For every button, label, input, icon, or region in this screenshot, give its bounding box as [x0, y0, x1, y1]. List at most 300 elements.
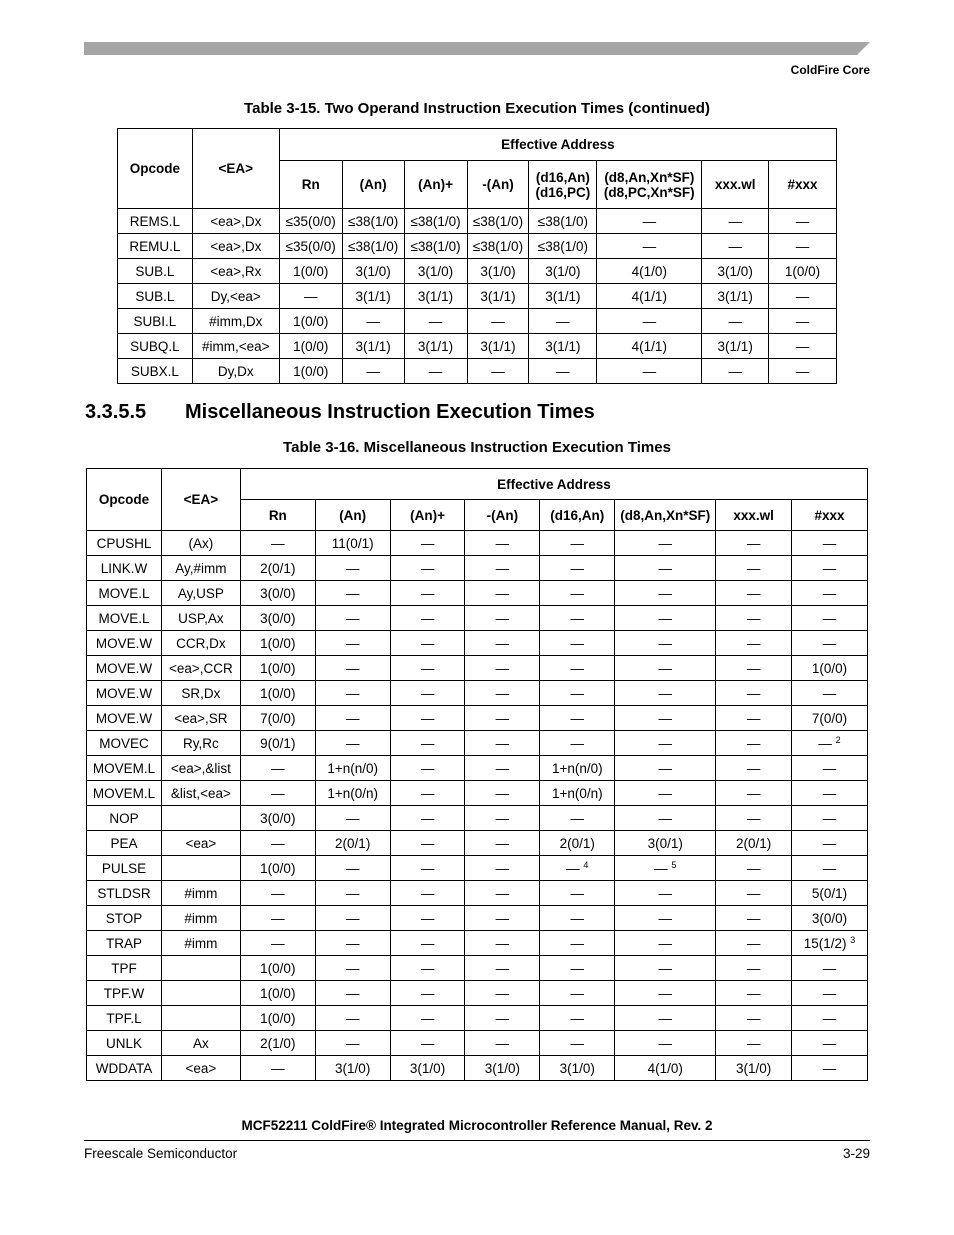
table-row [118, 209, 837, 234]
header-banner [84, 42, 870, 55]
table-row [118, 334, 837, 359]
ea-cell: SR,Dx [161, 681, 240, 706]
timing-cell: — [615, 731, 716, 756]
col-header: #xxx [769, 161, 837, 209]
table-row [118, 309, 837, 334]
timing-cell: — [540, 556, 615, 581]
table-row [87, 531, 868, 556]
timing-cell: 3(1/0) [716, 1056, 792, 1081]
ea-cell [161, 1006, 240, 1031]
col-header: (An) [342, 161, 404, 209]
timing-cell: 3(1/1) [404, 334, 467, 359]
table-row [87, 981, 868, 1006]
timing-cell: — [615, 556, 716, 581]
col-header-effective-address: Effective Address [240, 469, 867, 500]
footnote-marker: 4 [583, 859, 589, 870]
ea-cell: #imm,Dx [192, 309, 279, 334]
timing-cell: — [315, 931, 390, 956]
table-row [87, 906, 868, 931]
timing-cell: — [615, 581, 716, 606]
timing-cell: 2(1/0) [240, 1031, 315, 1056]
opcode-cell: CPUSHL [87, 531, 162, 556]
timing-cell: — [716, 756, 792, 781]
timing-cell: — [465, 756, 540, 781]
timing-cell: — [769, 359, 837, 384]
col-header: #xxx [792, 500, 868, 531]
timing-cell: — [792, 581, 868, 606]
timing-cell: — [315, 906, 390, 931]
timing-cell: ≤38(1/0) [404, 234, 467, 259]
timing-cell: — [540, 806, 615, 831]
ea-cell: <ea>,SR [161, 706, 240, 731]
timing-cell: — [390, 1006, 465, 1031]
timing-cell: — [315, 656, 390, 681]
table-row [87, 556, 868, 581]
timing-cell: 5(0/1) [792, 881, 868, 906]
table-row [118, 259, 837, 284]
timing-cell: 3(1/0) [390, 1056, 465, 1081]
col-header: -(An) [467, 161, 529, 209]
timing-cell: — [792, 756, 868, 781]
opcode-cell: WDDATA [87, 1056, 162, 1081]
opcode-cell: STLDSR [87, 881, 162, 906]
section-heading [85, 401, 595, 424]
timing-cell: — [465, 806, 540, 831]
timing-cell: — [716, 881, 792, 906]
timing-cell: 3(0/1) [615, 831, 716, 856]
col-header: (d16,An) (d16,PC) [529, 161, 597, 209]
timing-cell: 9(0/1) [240, 731, 315, 756]
timing-cell: — [465, 1031, 540, 1056]
table2-caption: Table 3-16. Miscellaneous Instruction Execution Times [283, 439, 671, 456]
timing-cell: — [240, 831, 315, 856]
col-header: Rn [279, 161, 342, 209]
timing-cell: — [404, 309, 467, 334]
timing-cell: — [315, 981, 390, 1006]
timing-cell: — [315, 606, 390, 631]
ea-cell: &list,<ea> [161, 781, 240, 806]
timing-cell: — [390, 656, 465, 681]
table1-caption: Table 3-15. Two Operand Instruction Execution Times (continued) [244, 100, 710, 117]
timing-cell: — [465, 556, 540, 581]
timing-cell: — [540, 581, 615, 606]
timing-cell: ≤38(1/0) [342, 209, 404, 234]
timing-cell: — [465, 831, 540, 856]
timing-cell: 3(1/0) [465, 1056, 540, 1081]
opcode-cell: REMU.L [118, 234, 193, 259]
opcode-cell: SUBX.L [118, 359, 193, 384]
opcode-cell: TRAP [87, 931, 162, 956]
timing-cell: — [342, 309, 404, 334]
ea-cell [161, 981, 240, 1006]
opcode-cell: MOVE.L [87, 581, 162, 606]
timing-cell: — [792, 856, 868, 881]
opcode-cell: MOVEC [87, 731, 162, 756]
ea-cell: <ea>,&list [161, 756, 240, 781]
timing-cell: 3(1/1) [529, 284, 597, 309]
timing-cell: — [615, 756, 716, 781]
timing-cell: 1+n(n/0) [315, 756, 390, 781]
timing-cell: — [465, 856, 540, 881]
footer-company: Freescale Semiconductor [84, 1146, 238, 1161]
timing-cell: — [465, 1006, 540, 1031]
table-row [87, 756, 868, 781]
timing-cell: 1(0/0) [240, 681, 315, 706]
timing-cell: 1(0/0) [240, 956, 315, 981]
opcode-cell: TPF [87, 956, 162, 981]
opcode-cell: TPF.W [87, 981, 162, 1006]
ea-cell: Dy,<ea> [192, 284, 279, 309]
timing-cell: 1(0/0) [279, 334, 342, 359]
timing-cell: ≤35(0/0) [279, 209, 342, 234]
timing-cell: — [792, 831, 868, 856]
table-row [118, 234, 837, 259]
timing-cell: — [716, 706, 792, 731]
timing-cell: 3(0/0) [240, 806, 315, 831]
timing-cell: ≤38(1/0) [467, 209, 529, 234]
timing-cell: 1(0/0) [240, 656, 315, 681]
col-header: (An) [315, 500, 390, 531]
timing-cell: — [240, 531, 315, 556]
timing-cell: 3(0/0) [792, 906, 868, 931]
timing-cell: 3(1/0) [342, 259, 404, 284]
ea-cell [161, 806, 240, 831]
col-header-effective-address: Effective Address [279, 129, 836, 161]
timing-cell: — [792, 781, 868, 806]
timing-cell: 3(1/0) [540, 1056, 615, 1081]
table-row [87, 881, 868, 906]
timing-cell: — [467, 359, 529, 384]
timing-cell: — [615, 931, 716, 956]
ea-cell: USP,Ax [161, 606, 240, 631]
timing-cell: — [390, 756, 465, 781]
timing-cell: — [792, 1056, 868, 1081]
timing-cell: ≤38(1/0) [529, 209, 597, 234]
timing-cell: — [540, 931, 615, 956]
timing-cell: — [792, 556, 868, 581]
timing-cell: 3(1/1) [529, 334, 597, 359]
timing-cell: — [716, 581, 792, 606]
opcode-cell: NOP [87, 806, 162, 831]
timing-cell: — [540, 956, 615, 981]
timing-cell: ≤38(1/0) [467, 234, 529, 259]
running-header: ColdFire Core [790, 63, 870, 77]
timing-cell: — [540, 531, 615, 556]
table-row [87, 931, 868, 956]
col-header: (d16,An) [540, 500, 615, 531]
timing-cell: — [716, 781, 792, 806]
timing-cell: — [615, 906, 716, 931]
timing-cell: 11(0/1) [315, 531, 390, 556]
timing-cell: — [315, 631, 390, 656]
timing-cell: — [615, 706, 716, 731]
opcode-cell: LINK.W [87, 556, 162, 581]
timing-cell: 7(0/0) [240, 706, 315, 731]
timing-cell: — [390, 1031, 465, 1056]
timing-cell: — [240, 781, 315, 806]
timing-cell: — [716, 531, 792, 556]
timing-cell: 7(0/0) [792, 706, 868, 731]
timing-cell: — [315, 1031, 390, 1056]
ea-cell: CCR,Dx [161, 631, 240, 656]
timing-cell: — [390, 881, 465, 906]
timing-cell: 4(1/0) [615, 1056, 716, 1081]
footer-manual-title: MCF52211 ColdFire® Integrated Microcontroller Reference Manual, Rev. 2 [241, 1118, 713, 1133]
timing-cell: 3(1/0) [315, 1056, 390, 1081]
timing-cell: — [615, 681, 716, 706]
timing-cell: — [702, 359, 769, 384]
ea-cell: Ay,#imm [161, 556, 240, 581]
table-row [87, 606, 868, 631]
timing-cell: — [716, 981, 792, 1006]
timing-cell: 2(0/1) [240, 556, 315, 581]
timing-cell: — [315, 681, 390, 706]
timing-cell: — [390, 856, 465, 881]
timing-cell: — [240, 931, 315, 956]
timing-cell: — $^2$ [792, 731, 868, 756]
timing-cell: — [540, 906, 615, 931]
timing-cell: — [615, 631, 716, 656]
timing-cell: — [615, 656, 716, 681]
opcode-cell: PEA [87, 831, 162, 856]
timing-cell: — [465, 981, 540, 1006]
table-row [87, 581, 868, 606]
timing-cell: — [615, 531, 716, 556]
opcode-cell: SUBI.L [118, 309, 193, 334]
timing-cell: — [390, 806, 465, 831]
timing-cell: — [465, 781, 540, 806]
timing-cell: — [792, 956, 868, 981]
ea-cell: Dy,Dx [192, 359, 279, 384]
section-number: 3.3.5.5 [85, 401, 147, 423]
timing-cell: — [390, 831, 465, 856]
col-header: (d8,An,Xn*SF) [615, 500, 716, 531]
opcode-cell: SUBQ.L [118, 334, 193, 359]
table-row [87, 1031, 868, 1056]
table-row [87, 956, 868, 981]
timing-cell: — [615, 881, 716, 906]
timing-cell: — $^4$ [540, 856, 615, 881]
timing-cell: 3(1/1) [467, 334, 529, 359]
timing-cell: — [716, 806, 792, 831]
timing-cell: 1(0/0) [240, 981, 315, 1006]
timing-cell: 1(0/0) [240, 631, 315, 656]
ea-cell: <ea>,Dx [192, 234, 279, 259]
table-row [87, 681, 868, 706]
timing-cell: — [240, 881, 315, 906]
timing-cell: — [390, 981, 465, 1006]
table-row [87, 631, 868, 656]
opcode-cell: SUB.L [118, 284, 193, 309]
ea-cell: #imm,<ea> [192, 334, 279, 359]
timing-cell: — [716, 606, 792, 631]
table-row [87, 856, 868, 881]
timing-cell: — [390, 781, 465, 806]
timing-cell: — [465, 656, 540, 681]
timing-cell: — [315, 956, 390, 981]
col-header: -(An) [465, 500, 540, 531]
opcode-cell: MOVEM.L [87, 756, 162, 781]
timing-cell: 1(0/0) [769, 259, 837, 284]
timing-cell: ≤38(1/0) [342, 234, 404, 259]
timing-cell: — [716, 1006, 792, 1031]
timing-cell: — [615, 606, 716, 631]
timing-cell: — [716, 556, 792, 581]
ea-cell: Ax [161, 1031, 240, 1056]
timing-cell: — [540, 1006, 615, 1031]
timing-cell: 1+n(0/n) [315, 781, 390, 806]
timing-cell: — [716, 681, 792, 706]
timing-cell: — [315, 881, 390, 906]
page-number: 3-29 [842, 1146, 870, 1161]
ea-cell: <ea>,Rx [192, 259, 279, 284]
timing-cell: 1(0/0) [792, 656, 868, 681]
timing-cell: 3(0/0) [240, 581, 315, 606]
timing-cell: — [465, 931, 540, 956]
ea-cell [161, 856, 240, 881]
timing-cell: 15(1/2) $^3$ [792, 931, 868, 956]
opcode-cell: SUB.L [118, 259, 193, 284]
timing-cell: — [240, 906, 315, 931]
ea-cell: #imm [161, 906, 240, 931]
timing-cell: — [390, 556, 465, 581]
col-header-ea: <EA> [161, 469, 240, 531]
timing-cell: — [792, 606, 868, 631]
col-header-opcode: Opcode [87, 469, 162, 531]
timing-cell: 3(1/0) [467, 259, 529, 284]
timing-cell: — [390, 531, 465, 556]
col-header: Rn [240, 500, 315, 531]
timing-cell: — [465, 706, 540, 731]
timing-cell: — [465, 531, 540, 556]
timing-cell: — [540, 731, 615, 756]
timing-cell: — [315, 731, 390, 756]
timing-cell: — [769, 334, 837, 359]
timing-cell: — [390, 731, 465, 756]
footnote-marker: 2 [835, 734, 841, 745]
timing-cell: — [769, 209, 837, 234]
timing-cell: — [465, 906, 540, 931]
timing-cell: ≤35(0/0) [279, 234, 342, 259]
timing-cell: — [615, 981, 716, 1006]
timing-cell: — [465, 606, 540, 631]
opcode-cell: UNLK [87, 1031, 162, 1056]
timing-cell: — [467, 309, 529, 334]
timing-cell: — [792, 981, 868, 1006]
two-operand-table [117, 128, 837, 384]
opcode-cell: MOVE.W [87, 706, 162, 731]
timing-cell: — [540, 706, 615, 731]
timing-cell: 3(1/1) [404, 284, 467, 309]
ea-cell: <ea> [161, 831, 240, 856]
footnote-marker: 5 [671, 859, 677, 870]
opcode-cell: TPF.L [87, 1006, 162, 1031]
timing-cell: — [315, 706, 390, 731]
timing-cell: — [716, 931, 792, 956]
timing-cell: — [597, 359, 702, 384]
timing-cell: 1(0/0) [279, 259, 342, 284]
timing-cell: — [702, 234, 769, 259]
timing-cell: — [716, 956, 792, 981]
timing-cell: — [315, 581, 390, 606]
col-header: (d8,An,Xn*SF) (d8,PC,Xn*SF) [597, 161, 702, 209]
ea-cell: Ry,Rc [161, 731, 240, 756]
ea-cell: Ay,USP [161, 581, 240, 606]
ea-cell: (Ax) [161, 531, 240, 556]
timing-cell: — [792, 531, 868, 556]
timing-cell: — [792, 631, 868, 656]
table-row [87, 656, 868, 681]
timing-cell: — [769, 234, 837, 259]
timing-cell: 3(1/1) [342, 334, 404, 359]
timing-cell: — [597, 234, 702, 259]
timing-cell: — [792, 1031, 868, 1056]
timing-cell: — [540, 606, 615, 631]
footnote-marker: 3 [850, 934, 856, 945]
col-header-opcode: Opcode [118, 129, 193, 209]
timing-cell: — [792, 681, 868, 706]
timing-cell: 3(0/0) [240, 606, 315, 631]
timing-cell: 3(1/0) [702, 259, 769, 284]
table-row [87, 831, 868, 856]
timing-cell: — $^5$ [615, 856, 716, 881]
opcode-cell: MOVE.W [87, 631, 162, 656]
col-header: (An)+ [390, 500, 465, 531]
timing-cell: — [540, 656, 615, 681]
timing-cell: — [390, 681, 465, 706]
timing-cell: — [315, 856, 390, 881]
timing-cell: — [240, 756, 315, 781]
timing-cell: — [702, 309, 769, 334]
ea-cell: #imm [161, 881, 240, 906]
footer-divider [84, 1140, 870, 1141]
timing-cell: — [716, 731, 792, 756]
opcode-cell: REMS.L [118, 209, 193, 234]
timing-cell: — [716, 856, 792, 881]
timing-cell: 3(1/1) [467, 284, 529, 309]
timing-cell: — [315, 806, 390, 831]
timing-cell: 2(0/1) [540, 831, 615, 856]
timing-cell: — [465, 681, 540, 706]
timing-cell: — [529, 309, 597, 334]
timing-cell: — [792, 1006, 868, 1031]
timing-cell: — [465, 581, 540, 606]
timing-cell: — [465, 731, 540, 756]
opcode-cell: MOVE.L [87, 606, 162, 631]
ea-cell: #imm [161, 931, 240, 956]
timing-cell: — [615, 956, 716, 981]
col-header-ea: <EA> [192, 129, 279, 209]
col-header: xxx.wl [702, 161, 769, 209]
opcode-cell: MOVE.W [87, 681, 162, 706]
timing-cell: 3(1/0) [404, 259, 467, 284]
timing-cell: ≤38(1/0) [529, 234, 597, 259]
timing-cell: — [390, 631, 465, 656]
timing-cell: 4(1/1) [597, 284, 702, 309]
timing-cell: — [279, 284, 342, 309]
timing-cell: — [615, 1006, 716, 1031]
timing-cell: — [240, 1056, 315, 1081]
table-row [118, 284, 837, 309]
opcode-cell: STOP [87, 906, 162, 931]
timing-cell: — [716, 906, 792, 931]
timing-cell: — [342, 359, 404, 384]
timing-cell: — [716, 1031, 792, 1056]
timing-cell: — [404, 359, 467, 384]
timing-cell: 3(1/1) [702, 334, 769, 359]
table-row [87, 1006, 868, 1031]
timing-cell: — [540, 881, 615, 906]
